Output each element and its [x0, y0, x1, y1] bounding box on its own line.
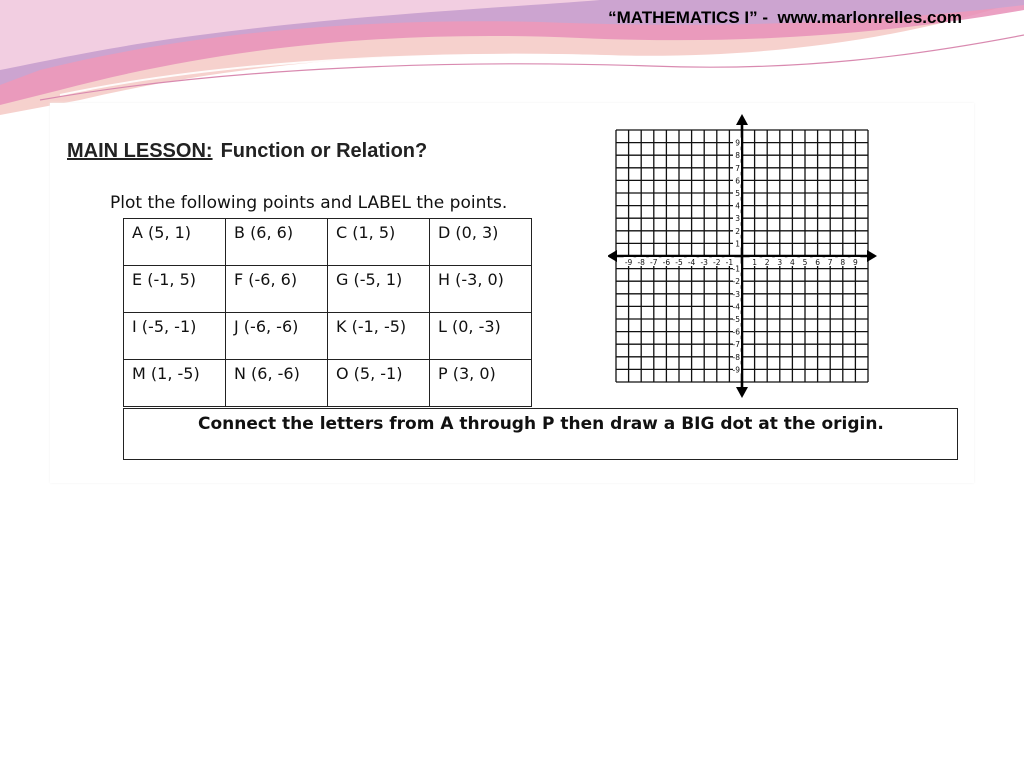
- y-tick-label: -6: [732, 327, 740, 337]
- x-tick-label: 3: [777, 258, 783, 267]
- y-tick-label: -7: [732, 340, 740, 350]
- y-tick-label: 4: [735, 201, 740, 211]
- y-tick-label: 9: [735, 138, 740, 148]
- y-axis-up-arrow: [736, 114, 748, 125]
- x-tick-label: -5: [675, 258, 683, 267]
- point-cell: O (5, -1): [328, 360, 430, 407]
- point-cell: F (-6, 6): [226, 266, 328, 313]
- connect-instruction-box: [123, 408, 958, 460]
- x-tick-label: -4: [687, 258, 696, 267]
- y-tick-label: -4: [732, 302, 740, 312]
- y-tick-label: 6: [735, 176, 740, 186]
- point-cell: L (0, -3): [430, 313, 532, 360]
- table-row: [124, 360, 532, 407]
- y-axis-down-arrow: [736, 387, 748, 398]
- x-axis-left-arrow: [608, 250, 617, 262]
- y-tick-label: 7: [735, 163, 740, 173]
- point-cell: I (-5, -1): [124, 313, 226, 360]
- main-lesson-label: MAIN LESSON:: [67, 140, 213, 162]
- point-cell: C (1, 5): [328, 219, 430, 266]
- y-tick-label: -5: [732, 315, 740, 324]
- y-tick-label: -1: [732, 264, 740, 274]
- y-tick-label: -3: [732, 289, 740, 299]
- y-tick-label: 3: [735, 214, 740, 224]
- lesson-content: [50, 103, 974, 483]
- point-cell: M (1, -5): [124, 360, 226, 407]
- connect-instruction: Connect the letters from A through P then draw a BIG dot at the origin.: [198, 414, 884, 434]
- x-tick-label: -3: [700, 258, 708, 267]
- x-tick-label: 8: [840, 258, 846, 267]
- x-tick-label: -2: [713, 258, 721, 267]
- point-cell: J (-6, -6): [226, 313, 328, 360]
- point-cell: B (6, 6): [226, 219, 328, 266]
- x-tick-label: 5: [802, 258, 808, 267]
- table-row: [124, 266, 532, 313]
- x-tick-label: 1: [752, 258, 757, 267]
- y-tick-label: -8: [732, 352, 740, 362]
- point-cell: G (-5, 1): [328, 266, 430, 313]
- y-tick-label: -2: [732, 277, 740, 287]
- y-tick-label: 5: [735, 189, 740, 198]
- point-cell: A (5, 1): [124, 219, 226, 266]
- x-tick-label: -8: [637, 258, 645, 267]
- x-axis-right-arrow: [867, 250, 877, 262]
- point-cell: D (0, 3): [430, 219, 532, 266]
- y-tick-label: 8: [735, 151, 740, 161]
- x-tick-label: 9: [853, 258, 858, 267]
- y-tick-label: -9: [732, 365, 740, 375]
- table-row: [124, 219, 532, 266]
- y-tick-label: 2: [735, 226, 740, 236]
- point-cell: K (-1, -5): [328, 313, 430, 360]
- x-tick-label: 2: [764, 258, 770, 267]
- x-tick-label: 7: [827, 258, 833, 267]
- x-tick-label: 6: [815, 258, 820, 267]
- point-cell: P (3, 0): [430, 360, 532, 407]
- x-tick-label: 4: [790, 258, 795, 267]
- point-cell: H (-3, 0): [430, 266, 532, 313]
- plot-instructions: Plot the following points and LABEL the points.: [110, 193, 508, 213]
- x-tick-label: -6: [662, 258, 671, 267]
- x-tick-label: -1: [725, 258, 734, 267]
- point-cell: N (6, -6): [226, 360, 328, 407]
- point-cell: E (-1, 5): [124, 266, 226, 313]
- x-tick-label: -9: [624, 258, 633, 267]
- points-table: [123, 218, 532, 407]
- slide-header-title: “MATHEMATICS I” - www.marlonrelles.com: [608, 8, 962, 27]
- table-row: [124, 313, 532, 360]
- y-tick-label: 1: [735, 239, 740, 249]
- lesson-title: [67, 140, 427, 163]
- x-tick-label: -7: [650, 258, 658, 267]
- coordinate-grid: [608, 113, 878, 398]
- lesson-topic: Function or Relation?: [220, 140, 428, 162]
